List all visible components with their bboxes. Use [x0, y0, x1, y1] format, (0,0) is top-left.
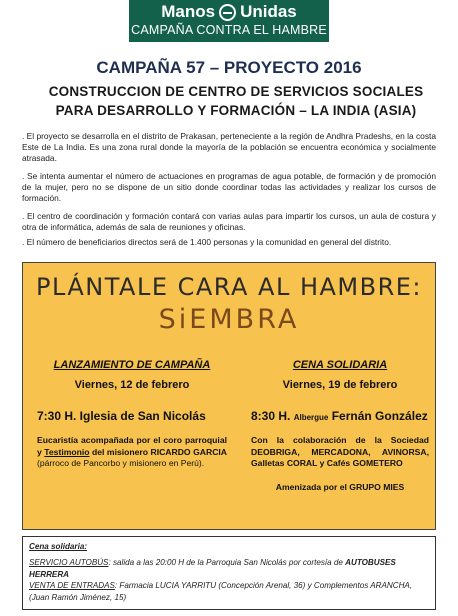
launch-column: [37, 359, 227, 470]
logo-brand-left: Manos: [161, 2, 216, 21]
tickets-text: : Farmacia LUCIA YARRITU (Concepción Arenal, 36) y Complementos ARANCHA, (Juan Ramón Jiménez, 15): [29, 581, 413, 602]
paragraph-goals: . Se intenta aumentar el número de actuaciones en programas de agua potable, de formación y de promoción de la mujer, pero no se dispone de un sitio donde coordinar todas las actividades y realizar los cursos de formación.: [22, 171, 436, 203]
dinner-time: 8:30 H.: [251, 409, 291, 423]
dinner-venue: Fernán González: [331, 409, 428, 423]
launch-date: Viernes, 12 de febrero: [74, 379, 190, 391]
tickets-line: [29, 580, 429, 603]
poster-slogan: PLÁNTALE CARA AL HAMBRE:: [35, 273, 423, 301]
dinner-amenizada: Amenizada por el GRUPO MIES: [275, 481, 405, 492]
dinner-info-title: Cena solidaria:: [29, 542, 88, 551]
launch-description: [37, 435, 227, 470]
bus-company: AUTOBUSES HERRERA: [29, 558, 396, 579]
bus-service-line: [29, 557, 429, 580]
logo-brand-right: Unidas: [240, 2, 297, 21]
paragraph-beneficiaries: . El número de beneficiarios directos será de 1.400 personas y la comunidad en general del distrito.: [22, 237, 392, 247]
launch-desc-missionary: RICARDO GARCIA: [150, 446, 228, 457]
project-title: [36, 82, 436, 120]
launch-desc-testimonio: Testimonio: [44, 446, 90, 457]
tickets-label: VENTA DE ENTRADAS: [29, 581, 115, 591]
project-title-line2: PARA DESARROLLO Y FORMACIÓN – LA INDIA (ASIA): [55, 103, 417, 118]
paragraph-center: . El centro de coordinación y formación contará con varias aulas para impartir los cursos, un aula de costura y otra de informática, además de sala de reuniones y oficinas.: [22, 211, 436, 232]
campaign-poster: [22, 262, 436, 530]
launch-desc-part1: Eucaristía acompañada por el coro parroquial y: [37, 435, 227, 457]
launch-desc-part5: (párroco de Pancorbo y misionero en Perú).: [37, 458, 205, 468]
poster-word: SiEMBRA: [158, 304, 300, 335]
logo-subtitle: CAMPAÑA CONTRA EL HAMBRE: [131, 23, 327, 37]
paragraph-location: . El proyecto se desarrolla en el distrito de Prakasan, perteneciente a la región de Andhra Pradeshs, en la costa Este de La India. Es una zona rural donde la mayoría de la población se encuentra económica y socialmente atrasada.: [22, 131, 436, 163]
launch-desc-part3: del misionero: [89, 446, 151, 457]
dinner-date: Viernes, 19 de febrero: [282, 379, 398, 391]
dinner-info-box: [22, 536, 436, 610]
globe-icon: [219, 4, 236, 21]
campaign-title: CAMPAÑA 57 – PROYECTO 2016: [96, 58, 362, 77]
dinner-heading: CENA SOLIDARIA: [292, 359, 388, 371]
dinner-place: [251, 409, 429, 423]
bus-service-label: SERVICIO AUTOBÚS: [29, 558, 109, 568]
launch-heading: LANZAMIENTO DE CAMPAÑA: [53, 359, 211, 371]
dinner-collaboration: Con la colaboración de la Sociedad DEOBRIGA, MERCADONA, AVINORSA, Galletas CORAL y Cafés GOMETERO: [251, 435, 429, 468]
bus-service-text: : salida a las 20:00 H de la Parroquia San Nicolás por cortesía de: [108, 558, 346, 568]
dinner-column: [251, 359, 429, 492]
project-title-line1: CONSTRUCCION DE CENTRO DE SERVICIOS SOCIALES: [48, 84, 424, 99]
dinner-venue-small: Albergue: [293, 413, 329, 422]
launch-place: 7:30 H. Iglesia de San Nicolás: [37, 409, 206, 423]
manos-unidas-logo: [129, 0, 329, 42]
